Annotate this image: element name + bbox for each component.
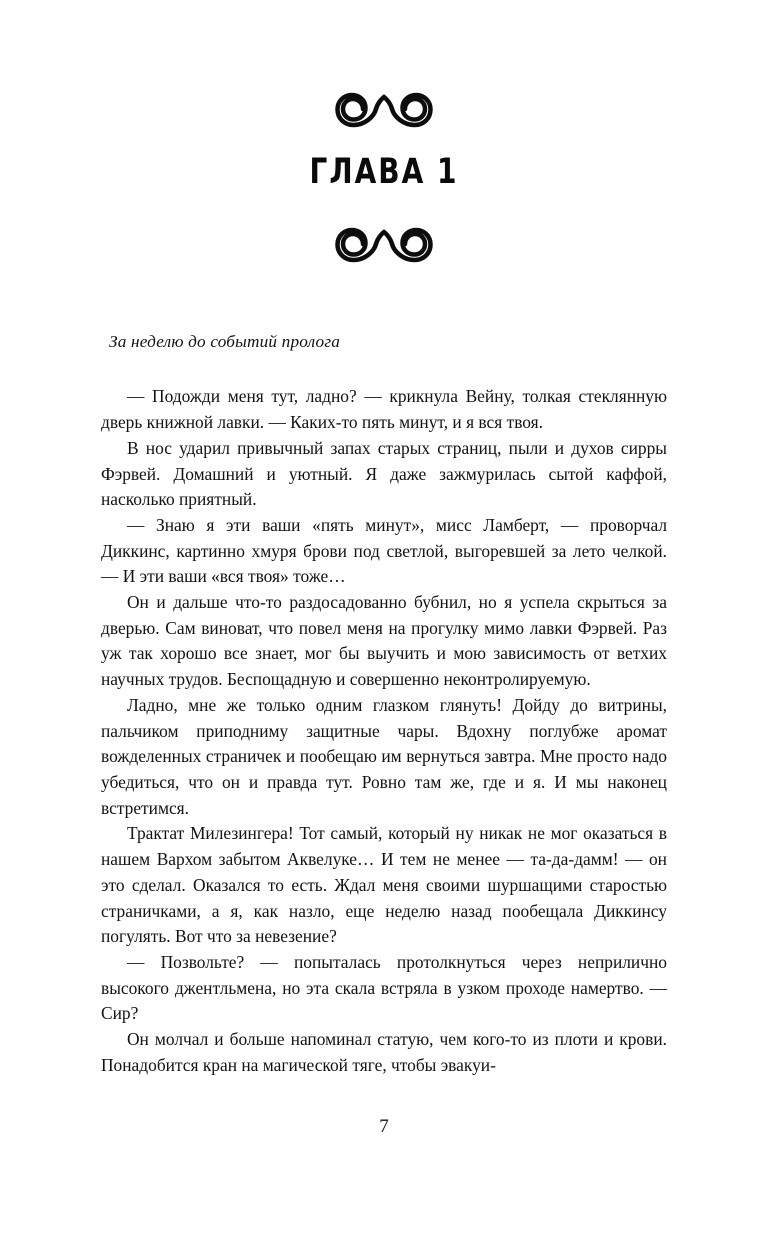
chapter-opener: [0, 86, 768, 267]
double-spiral-ornament: [0, 221, 768, 267]
paragraph: — Подожди меня тут, ладно? — крикнула Вейну, толкая стеклянную дверь книжной лавки. — Каких-то пять минут, и я вся твоя.: [101, 386, 667, 433]
chapter-title: ГЛАВА 1: [309, 152, 459, 192]
double-spiral-ornament: [0, 86, 768, 132]
paragraph: — Знаю я эти ваши «пять минут», мисс Ламберт, — проворчал Диккинс, картинно хмуря брови под светлой, выгоревшей за лето челкой. — И эти ваши «вся твоя» тоже…: [101, 514, 667, 587]
time-subheading: За неделю до событий пролога: [109, 331, 341, 351]
body-text: [101, 329, 667, 1079]
paragraph: Он и дальше что-то раздосадованно бубнил, но я успела скрыться за дверью. Сам виноват, что повел меня на прогулку мимо лавки Фэрвей. Раз уж так хорошо все знает, мог бы выучить и мою зависимость от ветхих научных трудов. Беспощадную и совершенно неконтролируемую.: [101, 592, 667, 690]
paragraph: — Позвольте? — попыталась протолкнуться через неприлично высокого джентльмена, но эта скала встряла в узком проходе намертво. — Сир?: [101, 951, 667, 1024]
paragraph: В нос ударил привычный запах старых страниц, пыли и духов сирры Фэрвей. Домашний и уютный. Я даже зажмурилась сытой каффой, насколько приятный.: [101, 437, 667, 510]
paragraph: Трактат Милезингера! Тот самый, который ну никак не мог оказаться в нашем Вархом забытом Аквелуке… И тем не менее — та-да-дамм! — он это сделал. Оказался то есть. Ждал меня своими шуршащими старостью страничками, а я, как назло, еще неделю назад пообещала Диккинсу погулять. Вот что за невезение?: [101, 823, 667, 947]
page-number: 7: [379, 1116, 389, 1137]
paragraph: Он молчал и больше напоминал статую, чем кого-то из плоти и крови. Понадобится кран на магической тяге, чтобы эвакуи-: [101, 1029, 667, 1075]
paragraph: Ладно, мне же только одним глазком глянуть! Дойду до витрины, пальчиком приподниму защитные чары. Вдохну поглубже аромат вожделенных страничек и пообещаю им вернуться завтра. Мне просто надо убедиться, что он и правда тут. Ровно там же, где и я. И мы наконец встретимся.: [101, 694, 667, 818]
